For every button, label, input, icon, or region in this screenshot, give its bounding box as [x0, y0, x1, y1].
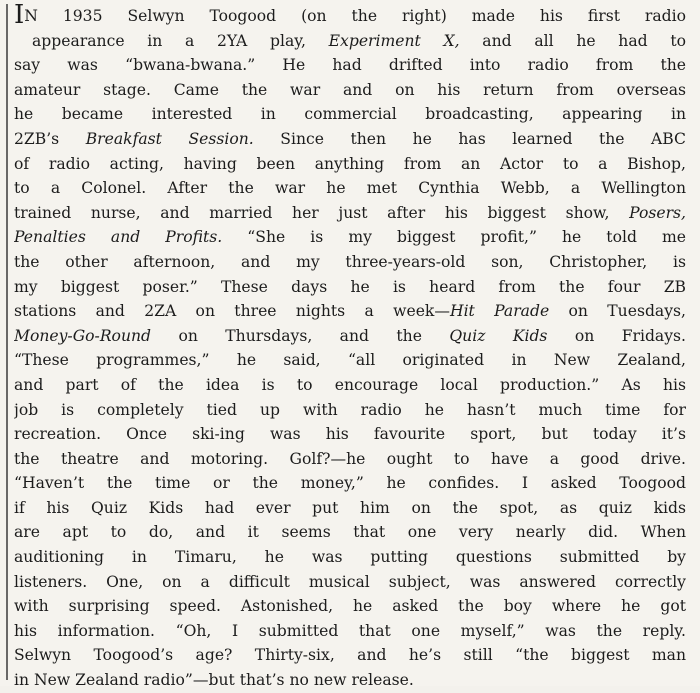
article-line-10: Penalties and Profits. “She is my biggest profit,” he told me [14, 228, 686, 247]
article-line-12: my biggest poser.” These days he is heard from the four ZB [14, 277, 686, 296]
drop-cap: I [14, 4, 25, 29]
article-body [14, 4, 686, 693]
article-line-18: recreation. Once ski-ing was his favourite sport, but today it’s [14, 425, 686, 444]
article-line-4: amateur stage. Came the war and on his return from overseas [14, 80, 686, 99]
article-line-23: auditioning in Timaru, he was putting questions submitted by [14, 548, 686, 567]
article-line-26: his information. “Oh, I submitted that one myself,” was the reply. [14, 621, 686, 640]
article-line-6: 2ZB’s Breakfast Session. Since then he has learned the ABC [14, 129, 686, 148]
article-line-22: are apt to do, and it seems that one very nearly did. When [14, 523, 686, 542]
article-line-15: “These programmes,” he said, “all originated in New Zealand, [14, 351, 686, 370]
article-line-21: if his Quiz Kids had ever put him on the spot, as quiz kids [14, 498, 686, 517]
programme-title: Experiment X, [328, 31, 460, 50]
article-line-2: appearance in a 2YA play, Experiment X, and all he had to [32, 31, 686, 50]
article-line-25: with surprising speed. Astonished, he asked the boy where he got [14, 597, 686, 616]
programme-title: Breakfast Session. [85, 129, 254, 148]
article-line-19: the theatre and motoring. Golf?—he ought to have a good drive. [14, 449, 686, 468]
article-line-7: of radio acting, having been anything from an Actor to a Bishop, [14, 154, 686, 173]
article-line-11: the other afternoon, and my three-years-old son, Christopher, is [14, 252, 686, 271]
article-line-28: in New Zealand radio”—but that’s no new release. [14, 671, 414, 690]
programme-title: Hit Parade [449, 302, 550, 321]
article-line-24: listeners. One, on a difficult musical subject, was answered correctly [14, 572, 686, 591]
programme-title: Money-Go-Round [14, 326, 152, 345]
article-line-16: and part of the idea is to encourage local production.” As his [14, 375, 686, 394]
programme-title: Penalties and Profits. [14, 228, 223, 247]
article-line-5: he became interested in commercial broadcasting, appearing in [14, 105, 686, 124]
programme-title: Quiz Kids [449, 326, 548, 345]
article-line-17: job is completely tied up with radio he hasn’t much time for [14, 400, 686, 419]
article-line-14: Money-Go-Round on Thursdays, and the Quiz Kids on Fridays. [14, 326, 686, 345]
article-line-27: Selwyn Toogood’s age? Thirty-six, and he’s still “the biggest man [14, 646, 686, 665]
article-line-20: “Haven’t the time or the money,” he confides. I asked Toogood [14, 474, 686, 493]
article-line-3: say was “bwana-bwana.” He had drifted into radio from the [14, 56, 686, 75]
article-line-13: stations and 2ZA on three nights a week—Hit Parade on Tuesdays, [14, 302, 686, 321]
article-line-1: IN 1935 Selwyn Toogood (on the right) made his first radio [14, 4, 686, 29]
programme-title: Posers, [629, 203, 686, 222]
column-rule [6, 4, 8, 680]
article-line-8: to a Colonel. After the war he met Cynthia Webb, a Wellington [14, 179, 686, 198]
article-line-9: trained nurse, and married her just after his biggest show, Posers, [14, 203, 686, 222]
